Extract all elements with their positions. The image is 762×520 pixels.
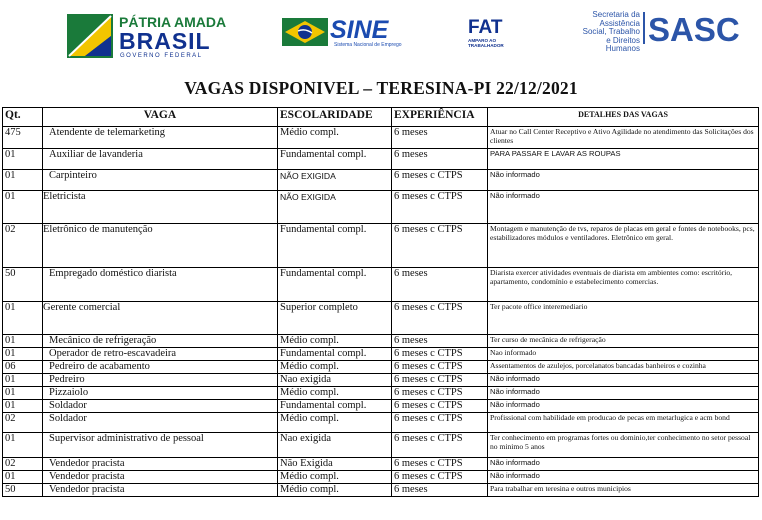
cell-detalhes: Montagem e manutenção de tvs, reparos de placas em geral e fontes de notebooks, pcs, estabilizadores módulos e ventiladores. Eletrônico em geral. — [488, 224, 759, 268]
cell-qt: 02 — [3, 413, 43, 433]
cell-detalhes: Não informado — [488, 374, 759, 387]
cell-detalhes: Ter curso de mecânica de refrigeração — [488, 335, 759, 348]
sasc-name: SASC — [648, 11, 740, 48]
cell-qt: 01 — [3, 387, 43, 400]
cell-qt: 01 — [3, 348, 43, 361]
cell-escolaridade: Fundamental compl. — [278, 348, 392, 361]
cell-vaga: Carpinteiro — [43, 170, 278, 191]
cell-escolaridade: Não Exigida — [278, 458, 392, 471]
cell-vaga: Auxiliar de lavanderia — [43, 149, 278, 170]
table-row — [3, 268, 759, 302]
cell-qt: 50 — [3, 484, 43, 497]
header-experiencia: EXPERIÊNCIA — [392, 108, 488, 127]
cell-vaga: Vendedor pracista — [43, 471, 278, 484]
cell-qt: 01 — [3, 374, 43, 387]
cell-vaga: Mecânico de refrigeração — [43, 335, 278, 348]
cell-qt: 02 — [3, 458, 43, 471]
cell-detalhes: Diarista exercer atividades eventuais de diarista em ambientes como: escritório, apartamento, condomínio e estabelecimento comercias. — [488, 268, 759, 302]
table-row — [3, 191, 759, 224]
cell-vaga: Operador de retro-escavadeira — [43, 348, 278, 361]
header-escolaridade: ESCOLARIDADE — [278, 108, 392, 127]
cell-escolaridade: Fundamental compl. — [278, 224, 392, 268]
table-row — [3, 374, 759, 387]
table-row — [3, 387, 759, 400]
table-row — [3, 433, 759, 458]
table-row — [3, 361, 759, 374]
cell-qt: 02 — [3, 224, 43, 268]
table-row — [3, 170, 759, 191]
cell-detalhes: Assentamentos de azulejos, porcelanatos bancadas banheiros e cozinha — [488, 361, 759, 374]
cell-qt: 01 — [3, 302, 43, 335]
cell-vaga: Supervisor administrativo de pessoal — [43, 433, 278, 458]
table-row — [3, 484, 759, 497]
cell-qt: 01 — [3, 433, 43, 458]
cell-escolaridade: Médio compl. — [278, 413, 392, 433]
table-row — [3, 302, 759, 335]
table-row — [3, 348, 759, 361]
header-detalhes: DETALHES DAS VAGAS — [488, 108, 759, 127]
cell-detalhes: Não informado — [488, 458, 759, 471]
cell-experiencia: 6 meses c CTPS — [392, 387, 488, 400]
page-header — [0, 0, 762, 70]
brazil-flag-icon — [67, 14, 113, 58]
cell-experiencia: 6 meses c CTPS — [392, 170, 488, 191]
sine-name: SINE — [330, 16, 389, 44]
cell-detalhes: Profissional com habilidade em producao de pecas em metarlugica e acm bond — [488, 413, 759, 433]
cell-vaga: Vendedor pracista — [43, 484, 278, 497]
cell-vaga: Eletrônico de manutenção — [43, 224, 278, 268]
cell-escolaridade: Superior completo — [278, 302, 392, 335]
cell-experiencia: 6 meses c CTPS — [392, 413, 488, 433]
sine-subtitle: Sistema Nacional de Emprego — [334, 42, 402, 48]
table-row — [3, 458, 759, 471]
cell-escolaridade: Médio compl. — [278, 335, 392, 348]
cell-qt: 01 — [3, 149, 43, 170]
sine-flag-icon — [282, 18, 328, 46]
table-row — [3, 413, 759, 433]
cell-escolaridade: Nao exigida — [278, 433, 392, 458]
sasc-divider — [643, 12, 645, 44]
cell-experiencia: 6 meses — [392, 149, 488, 170]
fat-name: FAT — [468, 17, 503, 38]
cell-escolaridade: Médio compl. — [278, 127, 392, 149]
table-row — [3, 400, 759, 413]
patria-amada-brasil-logo — [67, 14, 227, 62]
cell-escolaridade: Médio compl. — [278, 387, 392, 400]
cell-vaga: Pizzaiolo — [43, 387, 278, 400]
cell-experiencia: 6 meses c CTPS — [392, 374, 488, 387]
cell-vaga: Atendente de telemarketing — [43, 127, 278, 149]
cell-escolaridade: Médio compl. — [278, 361, 392, 374]
cell-vaga: Soldador — [43, 400, 278, 413]
cell-experiencia: 6 meses c CTPS — [392, 191, 488, 224]
cell-escolaridade: Nao exigida — [278, 374, 392, 387]
cell-qt: 01 — [3, 400, 43, 413]
header-vaga: VAGA — [43, 108, 278, 127]
cell-qt: 50 — [3, 268, 43, 302]
cell-vaga: Pedreiro de acabamento — [43, 361, 278, 374]
cell-vaga: Eletricista — [43, 191, 278, 224]
cell-experiencia: 6 meses — [392, 268, 488, 302]
cell-experiencia: 6 meses — [392, 484, 488, 497]
cell-escolaridade: Fundamental compl. — [278, 400, 392, 413]
sasc-logo — [580, 10, 740, 54]
cell-experiencia: 6 meses c CTPS — [392, 361, 488, 374]
sine-logo — [282, 18, 432, 50]
cell-detalhes: Para trabalhar em teresina e outros municipios — [488, 484, 759, 497]
brasil-logo-line1: PÁTRIA AMADA — [119, 14, 227, 30]
cell-escolaridade: NÃO EXIGIDA — [278, 191, 392, 224]
cell-qt: 01 — [3, 191, 43, 224]
cell-experiencia: 6 meses c CTPS — [392, 302, 488, 335]
brasil-logo-line2: BRASIL — [119, 28, 211, 54]
cell-escolaridade: Médio compl. — [278, 484, 392, 497]
cell-vaga: Vendedor pracista — [43, 458, 278, 471]
cell-qt: 01 — [3, 471, 43, 484]
cell-experiencia: 6 meses c CTPS — [392, 458, 488, 471]
cell-detalhes: Ter pacote office interemediario — [488, 302, 759, 335]
cell-detalhes: Não informado — [488, 170, 759, 191]
cell-experiencia: 6 meses c CTPS — [392, 348, 488, 361]
cell-escolaridade: Fundamental compl. — [278, 149, 392, 170]
jobs-table — [2, 107, 759, 497]
header-qt: Qt. — [3, 108, 43, 127]
cell-detalhes: Não informado — [488, 471, 759, 484]
cell-qt: 01 — [3, 170, 43, 191]
fat-logo — [466, 18, 526, 48]
page-title: VAGAS DISPONIVEL – TERESINA-PI 22/12/2021 — [184, 78, 578, 98]
table-header-row — [3, 108, 759, 127]
cell-detalhes: Nao informado — [488, 348, 759, 361]
cell-detalhes: Não informado — [488, 387, 759, 400]
cell-experiencia: 6 meses c CTPS — [392, 433, 488, 458]
cell-escolaridade: Fundamental compl. — [278, 268, 392, 302]
cell-experiencia: 6 meses c CTPS — [392, 224, 488, 268]
cell-qt: 01 — [3, 335, 43, 348]
cell-escolaridade: NÃO EXIGIDA — [278, 170, 392, 191]
sasc-secretaria-text: Secretaria da Assistência Social, Trabalho e Direitos Humanos — [582, 10, 640, 54]
cell-vaga: Empregado doméstico diarista — [43, 268, 278, 302]
table-row — [3, 149, 759, 170]
table-row — [3, 127, 759, 149]
cell-experiencia: 6 meses — [392, 127, 488, 149]
table-row — [3, 335, 759, 348]
cell-detalhes: Ter conhecimento em programas fortes ou dominio,ter conhecimento no setor pessoal no minimo 5 anos — [488, 433, 759, 458]
cell-qt: 475 — [3, 127, 43, 149]
cell-detalhes: PARA PASSAR E LAVAR AS ROUPAS — [488, 149, 759, 170]
table-row — [3, 224, 759, 268]
cell-experiencia: 6 meses c CTPS — [392, 400, 488, 413]
cell-experiencia: 6 meses c CTPS — [392, 471, 488, 484]
brasil-logo-line3: GOVERNO FEDERAL — [120, 53, 203, 59]
fat-subtitle: AMPARO AO TRABALHADOR — [468, 38, 504, 48]
cell-detalhes: Não informado — [488, 400, 759, 413]
cell-experiencia: 6 meses — [392, 335, 488, 348]
cell-vaga: Gerente comercial — [43, 302, 278, 335]
cell-vaga: Pedreiro — [43, 374, 278, 387]
cell-detalhes: Não informado — [488, 191, 759, 224]
cell-qt: 06 — [3, 361, 43, 374]
cell-vaga: Soldador — [43, 413, 278, 433]
cell-detalhes: Atuar no Call Center Receptivo e Ativo Agilidade no atendimento das Solicitações dos clientes — [488, 127, 759, 149]
cell-escolaridade: Médio compl. — [278, 471, 392, 484]
table-row — [3, 471, 759, 484]
